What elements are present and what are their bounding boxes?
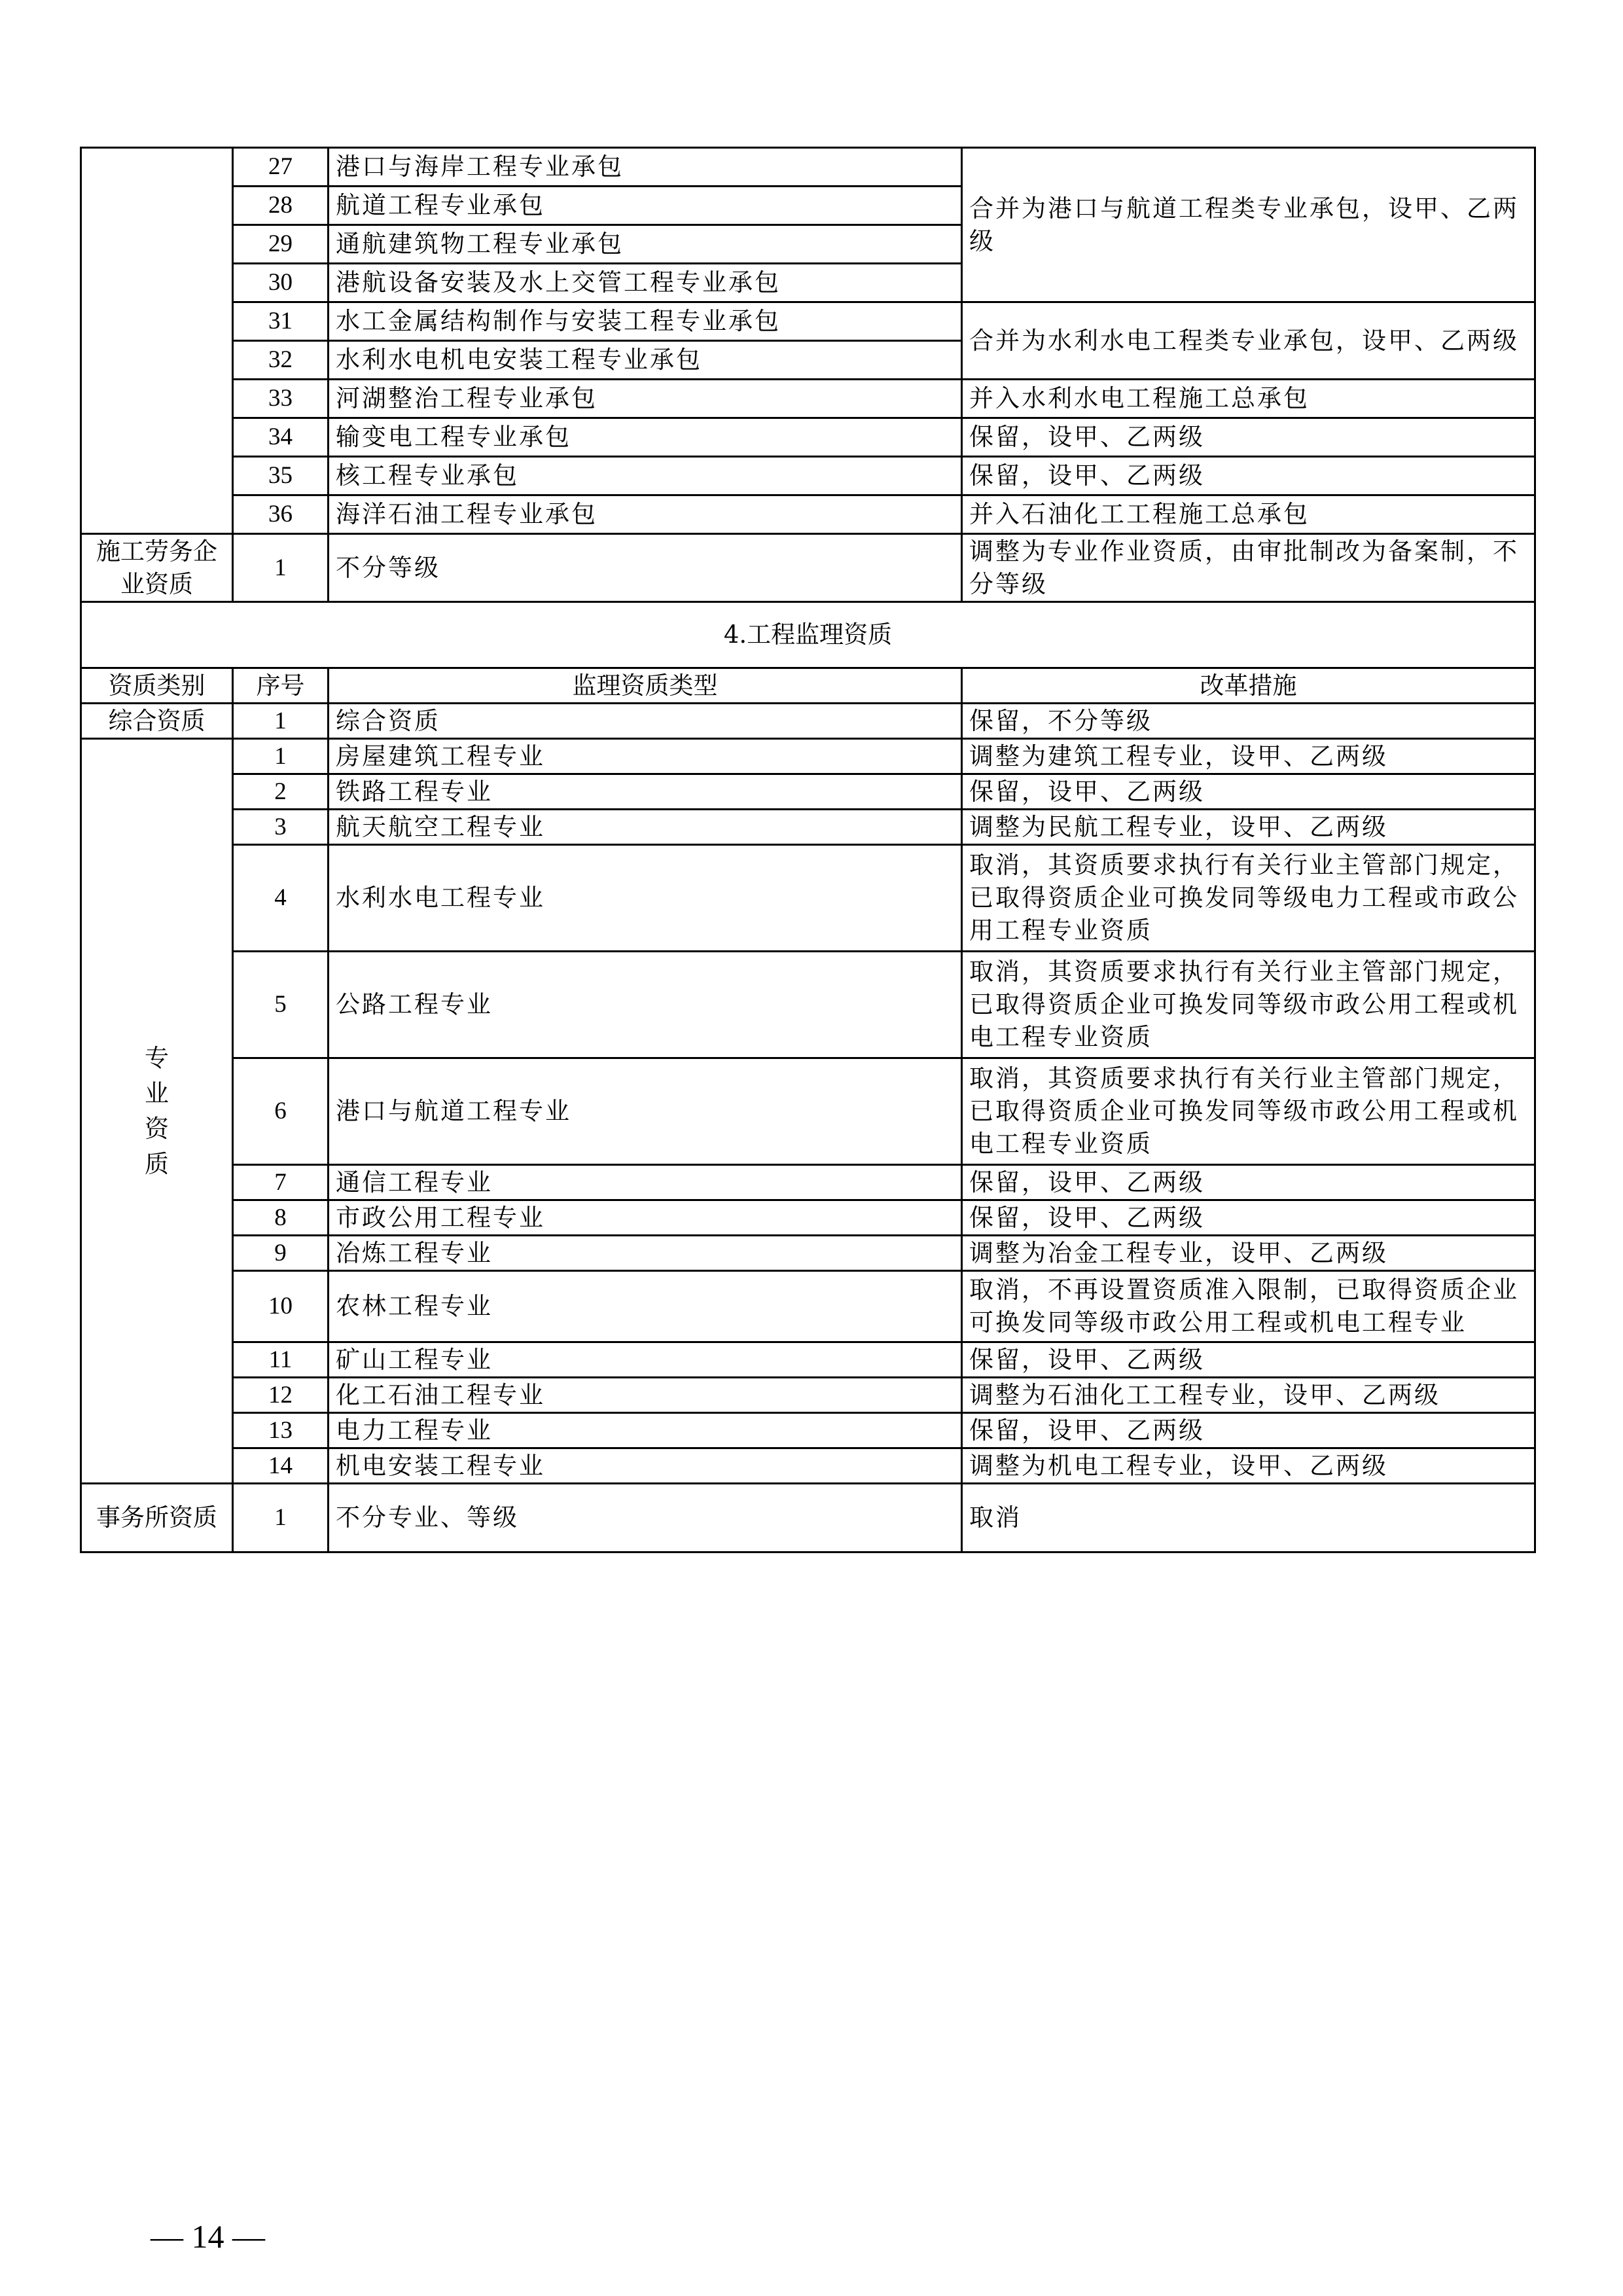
category-professional-text: 专 业 资 质: [145, 1043, 169, 1178]
category-firm: 事务所资质: [81, 1484, 233, 1552]
reform-measure: 调整为冶金工程专业，设甲、乙两级: [962, 1236, 1535, 1271]
qualification-name: 核工程专业承包: [329, 457, 962, 495]
table-row: [81, 952, 1535, 1058]
row-number: 12: [233, 1378, 329, 1413]
row-number: 1: [233, 704, 329, 739]
row-number: 2: [233, 774, 329, 810]
qualification-name: 水利水电机电安装工程专业承包: [329, 341, 962, 380]
category-professional: [81, 739, 233, 1484]
row-number: 10: [233, 1271, 329, 1342]
section-title-row: [81, 602, 1535, 668]
reform-measure: 保留，设甲、乙两级: [962, 418, 1535, 457]
row-number: 28: [233, 187, 329, 225]
reform-measure: 并入石油化工工程施工总承包: [962, 495, 1535, 534]
table-row: [81, 457, 1535, 495]
table-row: [81, 1165, 1535, 1200]
qualification-name: 通航建筑物工程专业承包: [329, 225, 962, 264]
row-number: 6: [233, 1058, 329, 1165]
reform-measure: 调整为建筑工程专业，设甲、乙两级: [962, 739, 1535, 774]
reform-measure: 调整为专业作业资质，由审批制改为备案制，不分等级: [962, 534, 1535, 602]
table-row: [81, 380, 1535, 418]
row-number: 13: [233, 1413, 329, 1448]
reform-measure: 保留，设甲、乙两级: [962, 774, 1535, 810]
qualification-name: 海洋石油工程专业承包: [329, 495, 962, 534]
table-row: [81, 774, 1535, 810]
row-number: 11: [233, 1342, 329, 1378]
row-number: 35: [233, 457, 329, 495]
row-number: 34: [233, 418, 329, 457]
row-number: 30: [233, 264, 329, 302]
qualification-name: 综合资质: [329, 704, 962, 739]
row-number: 31: [233, 302, 329, 341]
section-title: 4.工程监理资质: [81, 602, 1535, 668]
qualification-name: 农林工程专业: [329, 1271, 962, 1342]
category-cell-continued: [81, 148, 233, 534]
reform-measure: 调整为民航工程专业，设甲、乙两级: [962, 810, 1535, 845]
qualification-table: [80, 147, 1536, 1553]
row-number: 3: [233, 810, 329, 845]
qualification-name: 航天航空工程专业: [329, 810, 962, 845]
row-number: 14: [233, 1448, 329, 1484]
reform-measure: 保留，设甲、乙两级: [962, 457, 1535, 495]
table-row: [81, 302, 1535, 341]
qualification-name: 铁路工程专业: [329, 774, 962, 810]
row-number: 32: [233, 341, 329, 380]
qualification-name: 河湖整治工程专业承包: [329, 380, 962, 418]
reform-measure: 保留，不分等级: [962, 704, 1535, 739]
header-category: 资质类别: [81, 668, 233, 704]
reform-measure: 保留，设甲、乙两级: [962, 1200, 1535, 1236]
table-row: [81, 704, 1535, 739]
page-number: — 14 —: [151, 2218, 265, 2255]
reform-measure: 合并为港口与航道工程类专业承包，设甲、乙两级: [962, 148, 1535, 302]
table-row: [81, 1484, 1535, 1552]
qualification-name: 房屋建筑工程专业: [329, 739, 962, 774]
table-row: [81, 1378, 1535, 1413]
qualification-name: 市政公用工程专业: [329, 1200, 962, 1236]
reform-measure: 保留，设甲、乙两级: [962, 1342, 1535, 1378]
qualification-name: 不分等级: [329, 534, 962, 602]
row-number: 29: [233, 225, 329, 264]
header-type: 监理资质类型: [329, 668, 962, 704]
reform-measure: 取消，不再设置资质准入限制，已取得资质企业可换发同等级市政公用工程或机电工程专业: [962, 1271, 1535, 1342]
header-action: 改革措施: [962, 668, 1535, 704]
table-row: [81, 534, 1535, 602]
qualification-name: 水利水电工程专业: [329, 845, 962, 952]
table-row: [81, 1200, 1535, 1236]
row-number: 8: [233, 1200, 329, 1236]
qualification-name: 水工金属结构制作与安装工程专业承包: [329, 302, 962, 341]
row-number: 4: [233, 845, 329, 952]
row-number: 33: [233, 380, 329, 418]
table-row: [81, 148, 1535, 187]
table-row: [81, 845, 1535, 952]
row-number: 36: [233, 495, 329, 534]
table-row: [81, 1413, 1535, 1448]
qualification-name: 港口与航道工程专业: [329, 1058, 962, 1165]
qualification-name: 机电安装工程专业: [329, 1448, 962, 1484]
row-number: 27: [233, 148, 329, 187]
row-number: 5: [233, 952, 329, 1058]
table-row: [81, 495, 1535, 534]
row-number: 7: [233, 1165, 329, 1200]
table-row: [81, 1271, 1535, 1342]
header-row: [81, 668, 1535, 704]
reform-measure: 调整为机电工程专业，设甲、乙两级: [962, 1448, 1535, 1484]
qualification-name: 输变电工程专业承包: [329, 418, 962, 457]
table-row: [81, 418, 1535, 457]
qualification-name: 不分专业、等级: [329, 1484, 962, 1552]
qualification-name: 航道工程专业承包: [329, 187, 962, 225]
table-row: [81, 1236, 1535, 1271]
qualification-name: 通信工程专业: [329, 1165, 962, 1200]
qualification-name: 冶炼工程专业: [329, 1236, 962, 1271]
table-row: [81, 1342, 1535, 1378]
table-row: [81, 739, 1535, 774]
reform-measure: 取消，其资质要求执行有关行业主管部门规定，已取得资质企业可换发同等级市政公用工程或机电工程专业资质: [962, 1058, 1535, 1165]
table-row: [81, 1448, 1535, 1484]
header-num: 序号: [233, 668, 329, 704]
row-number: 1: [233, 1484, 329, 1552]
qualification-name: 矿山工程专业: [329, 1342, 962, 1378]
reform-measure: 取消，其资质要求执行有关行业主管部门规定，已取得资质企业可换发同等级市政公用工程或机电工程专业资质: [962, 952, 1535, 1058]
row-number: 1: [233, 534, 329, 602]
qualification-name: 电力工程专业: [329, 1413, 962, 1448]
table-row: [81, 810, 1535, 845]
table-row: [81, 1058, 1535, 1165]
qualification-name: 化工石油工程专业: [329, 1378, 962, 1413]
row-number: 1: [233, 739, 329, 774]
category-comprehensive: 综合资质: [81, 704, 233, 739]
qualification-name: 公路工程专业: [329, 952, 962, 1058]
qualification-name: 港口与海岸工程专业承包: [329, 148, 962, 187]
reform-measure: 保留，设甲、乙两级: [962, 1165, 1535, 1200]
row-number: 9: [233, 1236, 329, 1271]
reform-measure: 调整为石油化工工程专业，设甲、乙两级: [962, 1378, 1535, 1413]
reform-measure: 保留，设甲、乙两级: [962, 1413, 1535, 1448]
reform-measure: 合并为水利水电工程类专业承包，设甲、乙两级: [962, 302, 1535, 380]
qualification-name: 港航设备安装及水上交管工程专业承包: [329, 264, 962, 302]
reform-measure: 取消，其资质要求执行有关行业主管部门规定，已取得资质企业可换发同等级电力工程或市政公用工程专业资质: [962, 845, 1535, 952]
reform-measure: 取消: [962, 1484, 1535, 1552]
reform-measure: 并入水利水电工程施工总承包: [962, 380, 1535, 418]
category-labor: 施工劳务企业资质: [81, 534, 233, 602]
